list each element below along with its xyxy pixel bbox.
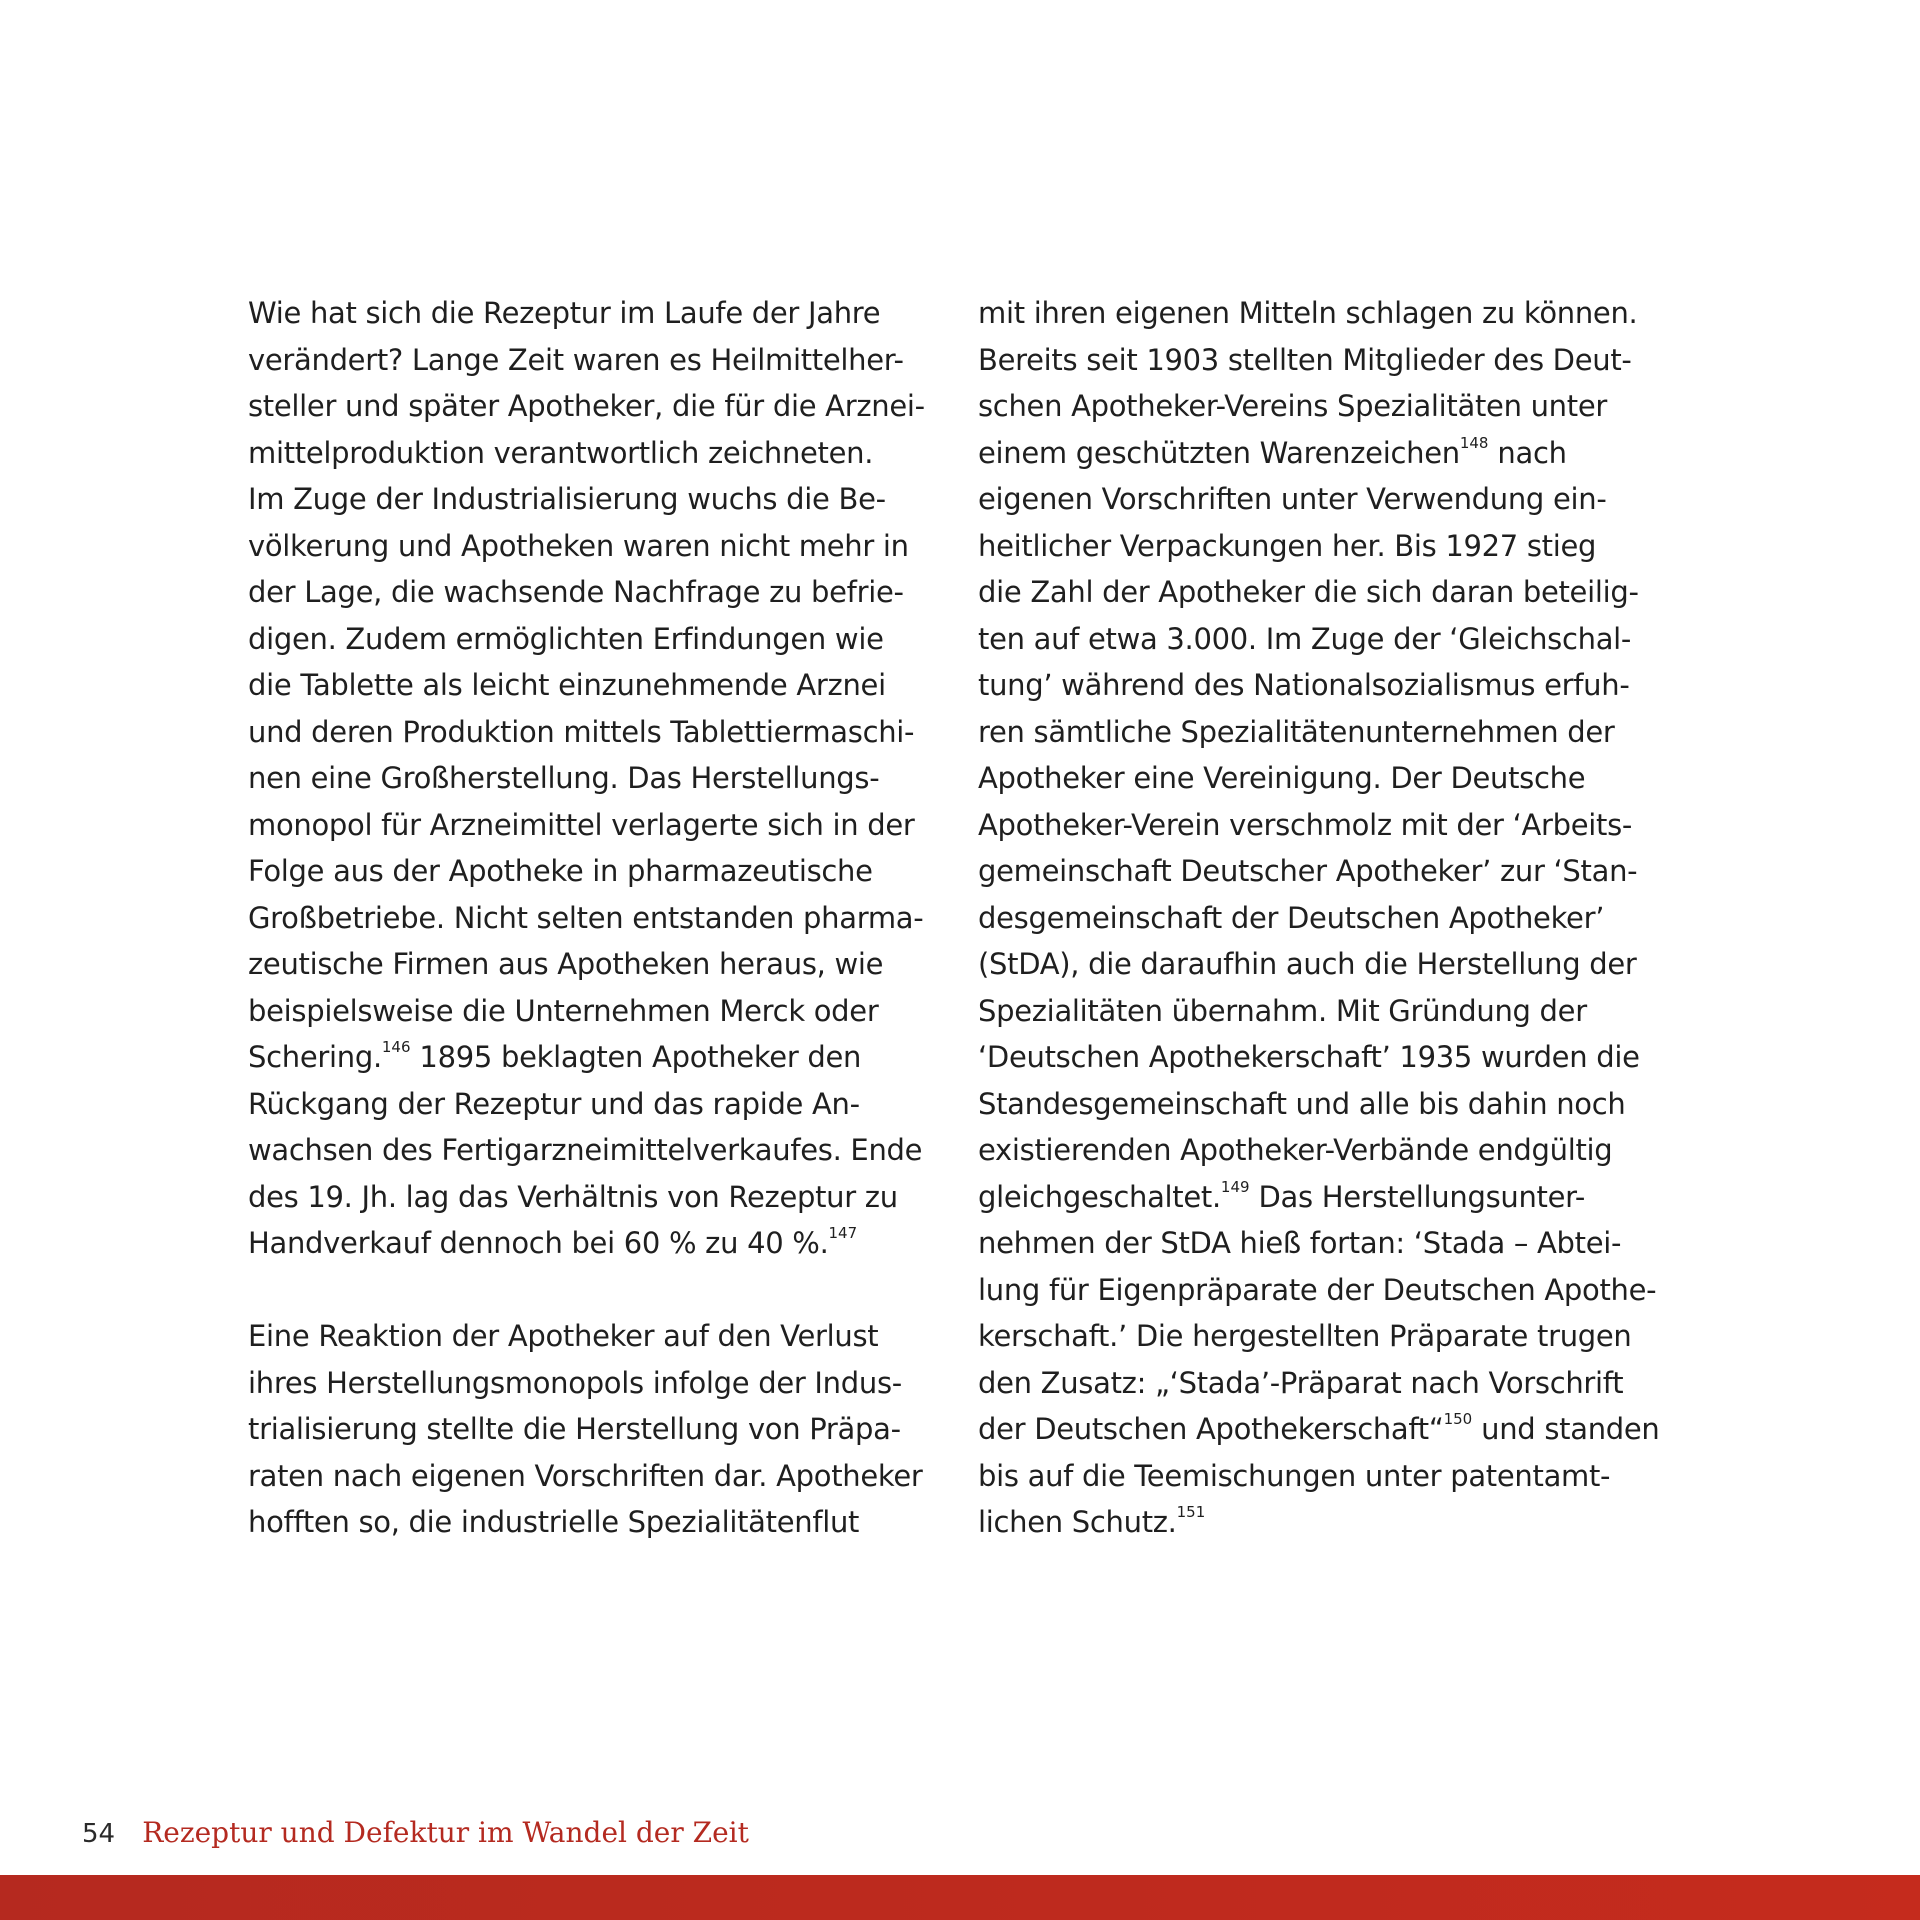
footnote-ref-146: 146 bbox=[381, 1038, 411, 1057]
text-line: und deren Produktion mittels Tablettiermaschi- bbox=[248, 714, 915, 749]
page-number: 54 bbox=[82, 1819, 116, 1849]
text-line: beispielsweise die Unternehmen Merck oder bbox=[248, 993, 879, 1028]
text-line: Spezialitäten übernahm. Mit Gründung der bbox=[978, 993, 1587, 1028]
paragraph-2 bbox=[248, 1313, 938, 1546]
page-footer bbox=[82, 1813, 749, 1853]
text-line: steller und später Apotheker, die für die Arznei- bbox=[248, 389, 925, 423]
text-line: lung für Eigenpräparate der Deutschen Apothe- bbox=[978, 1272, 1657, 1307]
footnote-ref-147: 147 bbox=[828, 1224, 858, 1243]
text-line bbox=[978, 1174, 1698, 1221]
text-line: Rückgang der Rezeptur und das rapide An- bbox=[248, 1086, 860, 1121]
text-line: Folge aus der Apotheke in pharmazeutische bbox=[248, 854, 873, 888]
text-segment: einem geschützten Warenzeichen bbox=[978, 435, 1460, 470]
footnote-ref-149: 149 bbox=[1220, 1177, 1250, 1196]
text-line: (StDA), die daraufhin auch die Herstellung der bbox=[978, 947, 1637, 981]
footnote-ref-151: 151 bbox=[1176, 1503, 1206, 1522]
text-segment: Das Herstellungsunter- bbox=[1249, 1179, 1586, 1214]
text-line: eigenen Vorschriften unter Verwendung ein- bbox=[978, 482, 1607, 516]
bottom-color-bar bbox=[0, 1875, 1920, 1920]
footnote-ref-150: 150 bbox=[1443, 1410, 1473, 1429]
text-segment: nach bbox=[1488, 435, 1567, 470]
text-line: nen eine Großherstellung. Das Herstellungs- bbox=[248, 761, 880, 795]
text-line: digen. Zudem ermöglichten Erfindungen wie bbox=[248, 621, 884, 656]
text-line: zeutische Firmen aus Apotheken heraus, wie bbox=[248, 947, 884, 981]
text-line: Eine Reaktion der Apotheker auf den Verlust bbox=[248, 1319, 879, 1353]
text-segment: Schering. bbox=[248, 1040, 382, 1074]
text-line: ihres Herstellungsmonopols infolge der Indus- bbox=[248, 1365, 902, 1400]
text-line: trialisierung stellte die Herstellung von Präpa- bbox=[248, 1412, 901, 1446]
text-line: Bereits seit 1903 stellten Mitglieder des Deut- bbox=[978, 342, 1632, 377]
text-line: Standesgemeinschaft und alle bis dahin noch bbox=[978, 1086, 1626, 1121]
text-line: Großbetriebe. Nicht selten entstanden pharma- bbox=[248, 900, 924, 935]
text-line: mittelproduktion verantwortlich zeichneten. bbox=[248, 435, 874, 470]
text-line bbox=[248, 1034, 938, 1081]
text-line: völkerung und Apotheken waren nicht mehr in bbox=[248, 528, 909, 563]
text-line: monopol für Arzneimittel verlagerte sich in der bbox=[248, 807, 915, 842]
text-line: Im Zuge der Industrialisierung wuchs die Be- bbox=[248, 482, 886, 516]
text-line: des 19. Jh. lag das Verhältnis von Rezeptur zu bbox=[248, 1179, 898, 1214]
text-segment: Handverkauf dennoch bei 60 % zu 40 %. bbox=[248, 1226, 829, 1260]
text-line: Apotheker-Verein verschmolz mit der ‘Arbeits- bbox=[978, 807, 1633, 842]
text-segment: 1895 beklagten Apotheker den bbox=[410, 1040, 862, 1074]
paragraph-1 bbox=[248, 290, 938, 1267]
text-line: ‘Deutschen Apothekerschaft’ 1935 wurden die bbox=[978, 1040, 1640, 1074]
text-line: raten nach eigenen Vorschriften dar. Apotheker bbox=[248, 1458, 923, 1493]
text-segment: lichen Schutz. bbox=[978, 1505, 1177, 1539]
right-column bbox=[978, 290, 1698, 1546]
text-line: hofften so, die industrielle Spezialitätenflut bbox=[248, 1505, 860, 1539]
text-line: der Lage, die wachsende Nachfrage zu befrie- bbox=[248, 575, 904, 609]
text-line: den Zusatz: „‘Stada’-Präparat nach Vorschrift bbox=[978, 1365, 1624, 1400]
text-line: bis auf die Teemischungen unter patentamt- bbox=[978, 1458, 1611, 1493]
text-line: die Zahl der Apotheker die sich daran beteilig- bbox=[978, 575, 1639, 609]
text-line: ten auf etwa 3.000. Im Zuge der ‘Gleichschal- bbox=[978, 621, 1632, 656]
text-line: ren sämtliche Spezialitätenunternehmen der bbox=[978, 714, 1615, 749]
text-line: kerschaft.’ Die hergestellten Präparate trugen bbox=[978, 1319, 1632, 1353]
text-line: wachsen des Fertigarzneimittelverkaufes. Ende bbox=[248, 1133, 923, 1167]
paragraph-gap bbox=[248, 1267, 938, 1314]
text-line: schen Apotheker-Vereins Spezialitäten unter bbox=[978, 389, 1607, 423]
text-line bbox=[978, 1406, 1698, 1453]
text-line bbox=[978, 1499, 1698, 1546]
text-line: desgemeinschaft der Deutschen Apotheker’ bbox=[978, 900, 1605, 935]
text-line: tung’ während des Nationalsozialismus erfuh- bbox=[978, 668, 1630, 702]
text-line: die Tablette als leicht einzunehmende Arznei bbox=[248, 668, 886, 702]
left-column bbox=[248, 290, 938, 1546]
text-line: nehmen der StDA hieß fortan: ‘Stada – Abtei- bbox=[978, 1226, 1622, 1260]
text-line: verändert? Lange Zeit waren es Heilmittelher- bbox=[248, 342, 904, 377]
text-line: gemeinschaft Deutscher Apotheker’ zur ‘Stan- bbox=[978, 854, 1638, 888]
text-line: existierenden Apotheker-Verbände endgültig bbox=[978, 1133, 1613, 1167]
text-line: heitlicher Verpackungen her. Bis 1927 stieg bbox=[978, 528, 1597, 563]
text-line: Wie hat sich die Rezeptur im Laufe der Jahre bbox=[248, 296, 881, 330]
text-segment: der Deutschen Apothekerschaft“ bbox=[978, 1412, 1444, 1446]
text-line bbox=[248, 1220, 938, 1267]
text-segment: gleichgeschaltet. bbox=[978, 1179, 1221, 1214]
text-line: Apotheker eine Vereinigung. Der Deutsche bbox=[978, 761, 1586, 795]
text-line bbox=[978, 430, 1698, 477]
running-title: Rezeptur und Defektur im Wandel der Zeit bbox=[142, 1816, 749, 1849]
text-segment: und standen bbox=[1472, 1412, 1660, 1446]
footnote-ref-148: 148 bbox=[1459, 433, 1489, 452]
text-line: mit ihren eigenen Mitteln schlagen zu können. bbox=[978, 296, 1638, 330]
